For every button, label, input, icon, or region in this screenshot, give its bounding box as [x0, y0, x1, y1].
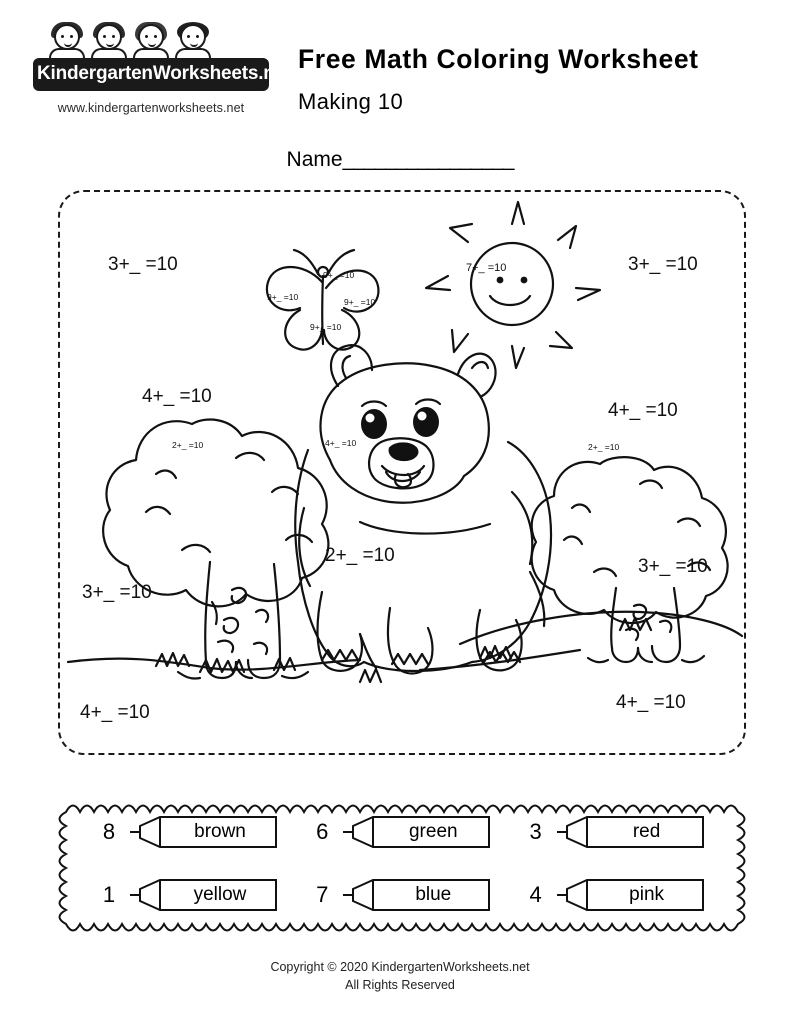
- page-title: Free Math Coloring Worksheet: [298, 44, 699, 74]
- problem-label: 4+_ =10: [616, 692, 686, 713]
- problem-label: 9+_ =10: [344, 297, 376, 307]
- crayon-icon: [128, 815, 278, 849]
- problem-label: 9+_ =10: [267, 292, 299, 302]
- color-key-color-name: pink: [629, 884, 665, 906]
- crayon-icon: [128, 878, 278, 912]
- logo-brand-text: KindergartenWorksheets: [37, 63, 259, 84]
- color-key-number: 6: [316, 818, 329, 844]
- color-key-panel: [58, 786, 746, 941]
- rights-line: All Rights Reserved: [345, 978, 455, 993]
- crayon-icon: [555, 815, 705, 849]
- name-input-rule[interactable]: ________________: [342, 148, 514, 171]
- color-key-item: [82, 800, 295, 864]
- page-footer: [0, 958, 800, 994]
- problem-label: 4+_ =10: [80, 702, 150, 723]
- coloring-scene-illustration: [60, 192, 748, 757]
- logo-kid-icon: [130, 22, 174, 62]
- problem-label: 2+_ =10: [172, 440, 204, 450]
- problem-label: 2+_ =10: [325, 545, 395, 566]
- problem-label: 3+_ =10: [82, 582, 152, 603]
- color-key-number: 3: [529, 818, 542, 844]
- page-header: [0, 0, 800, 150]
- coloring-panel: [58, 190, 746, 755]
- logo-kid-icon: [88, 22, 132, 62]
- logo-kid-icon: [172, 22, 216, 62]
- color-key-color-name: blue: [415, 884, 452, 906]
- color-key-color-name: yellow: [193, 884, 247, 906]
- problem-label: 3+_ =10: [628, 254, 698, 275]
- title-block: [298, 44, 768, 115]
- crayon-icon: [341, 815, 491, 849]
- color-key-color-name: red: [632, 820, 661, 842]
- color-key-item: [509, 800, 722, 864]
- logo-kids-illustration: [46, 22, 256, 62]
- copyright-line: Copyright © 2020 KindergartenWorksheets.net: [270, 960, 530, 974]
- problem-label: 9+_ =10: [323, 270, 355, 280]
- color-key-number: 7: [316, 882, 329, 908]
- color-key-grid: [82, 800, 722, 927]
- page-subtitle: Making 10: [298, 89, 404, 114]
- crayon-icon: [555, 878, 705, 912]
- name-label: Name: [286, 148, 343, 171]
- color-key-item: [295, 864, 508, 928]
- color-key-item: [295, 800, 508, 864]
- logo-brand-tld: .net: [258, 63, 292, 84]
- site-url[interactable]: www.kindergartenworksheets.net: [57, 101, 245, 115]
- color-key-color-name: brown: [194, 820, 246, 842]
- color-key-color-name: green: [408, 820, 458, 842]
- color-key-item: [82, 864, 295, 928]
- color-key-number: 4: [529, 882, 542, 908]
- logo-kid-icon: [46, 22, 90, 62]
- problem-label: 4+_ =10: [142, 386, 212, 407]
- site-logo[interactable]: [26, 22, 292, 115]
- problem-label: 3+_ =10: [108, 254, 178, 275]
- logo-wordmark: [33, 58, 292, 91]
- problem-label: 4+_ =10: [608, 400, 678, 421]
- problem-label: 2+_ =10: [588, 442, 620, 452]
- problem-label: 3+_ =10: [638, 556, 708, 577]
- problem-label: 4+_ =10: [325, 438, 357, 448]
- color-key-item: [509, 864, 722, 928]
- color-key-number: 1: [102, 882, 116, 908]
- problem-label: 9+_ =10: [310, 322, 342, 332]
- color-key-number: 8: [102, 818, 116, 844]
- name-field-row: [0, 148, 800, 172]
- crayon-icon: [341, 878, 491, 912]
- problem-label: 7+_ =10: [466, 262, 507, 274]
